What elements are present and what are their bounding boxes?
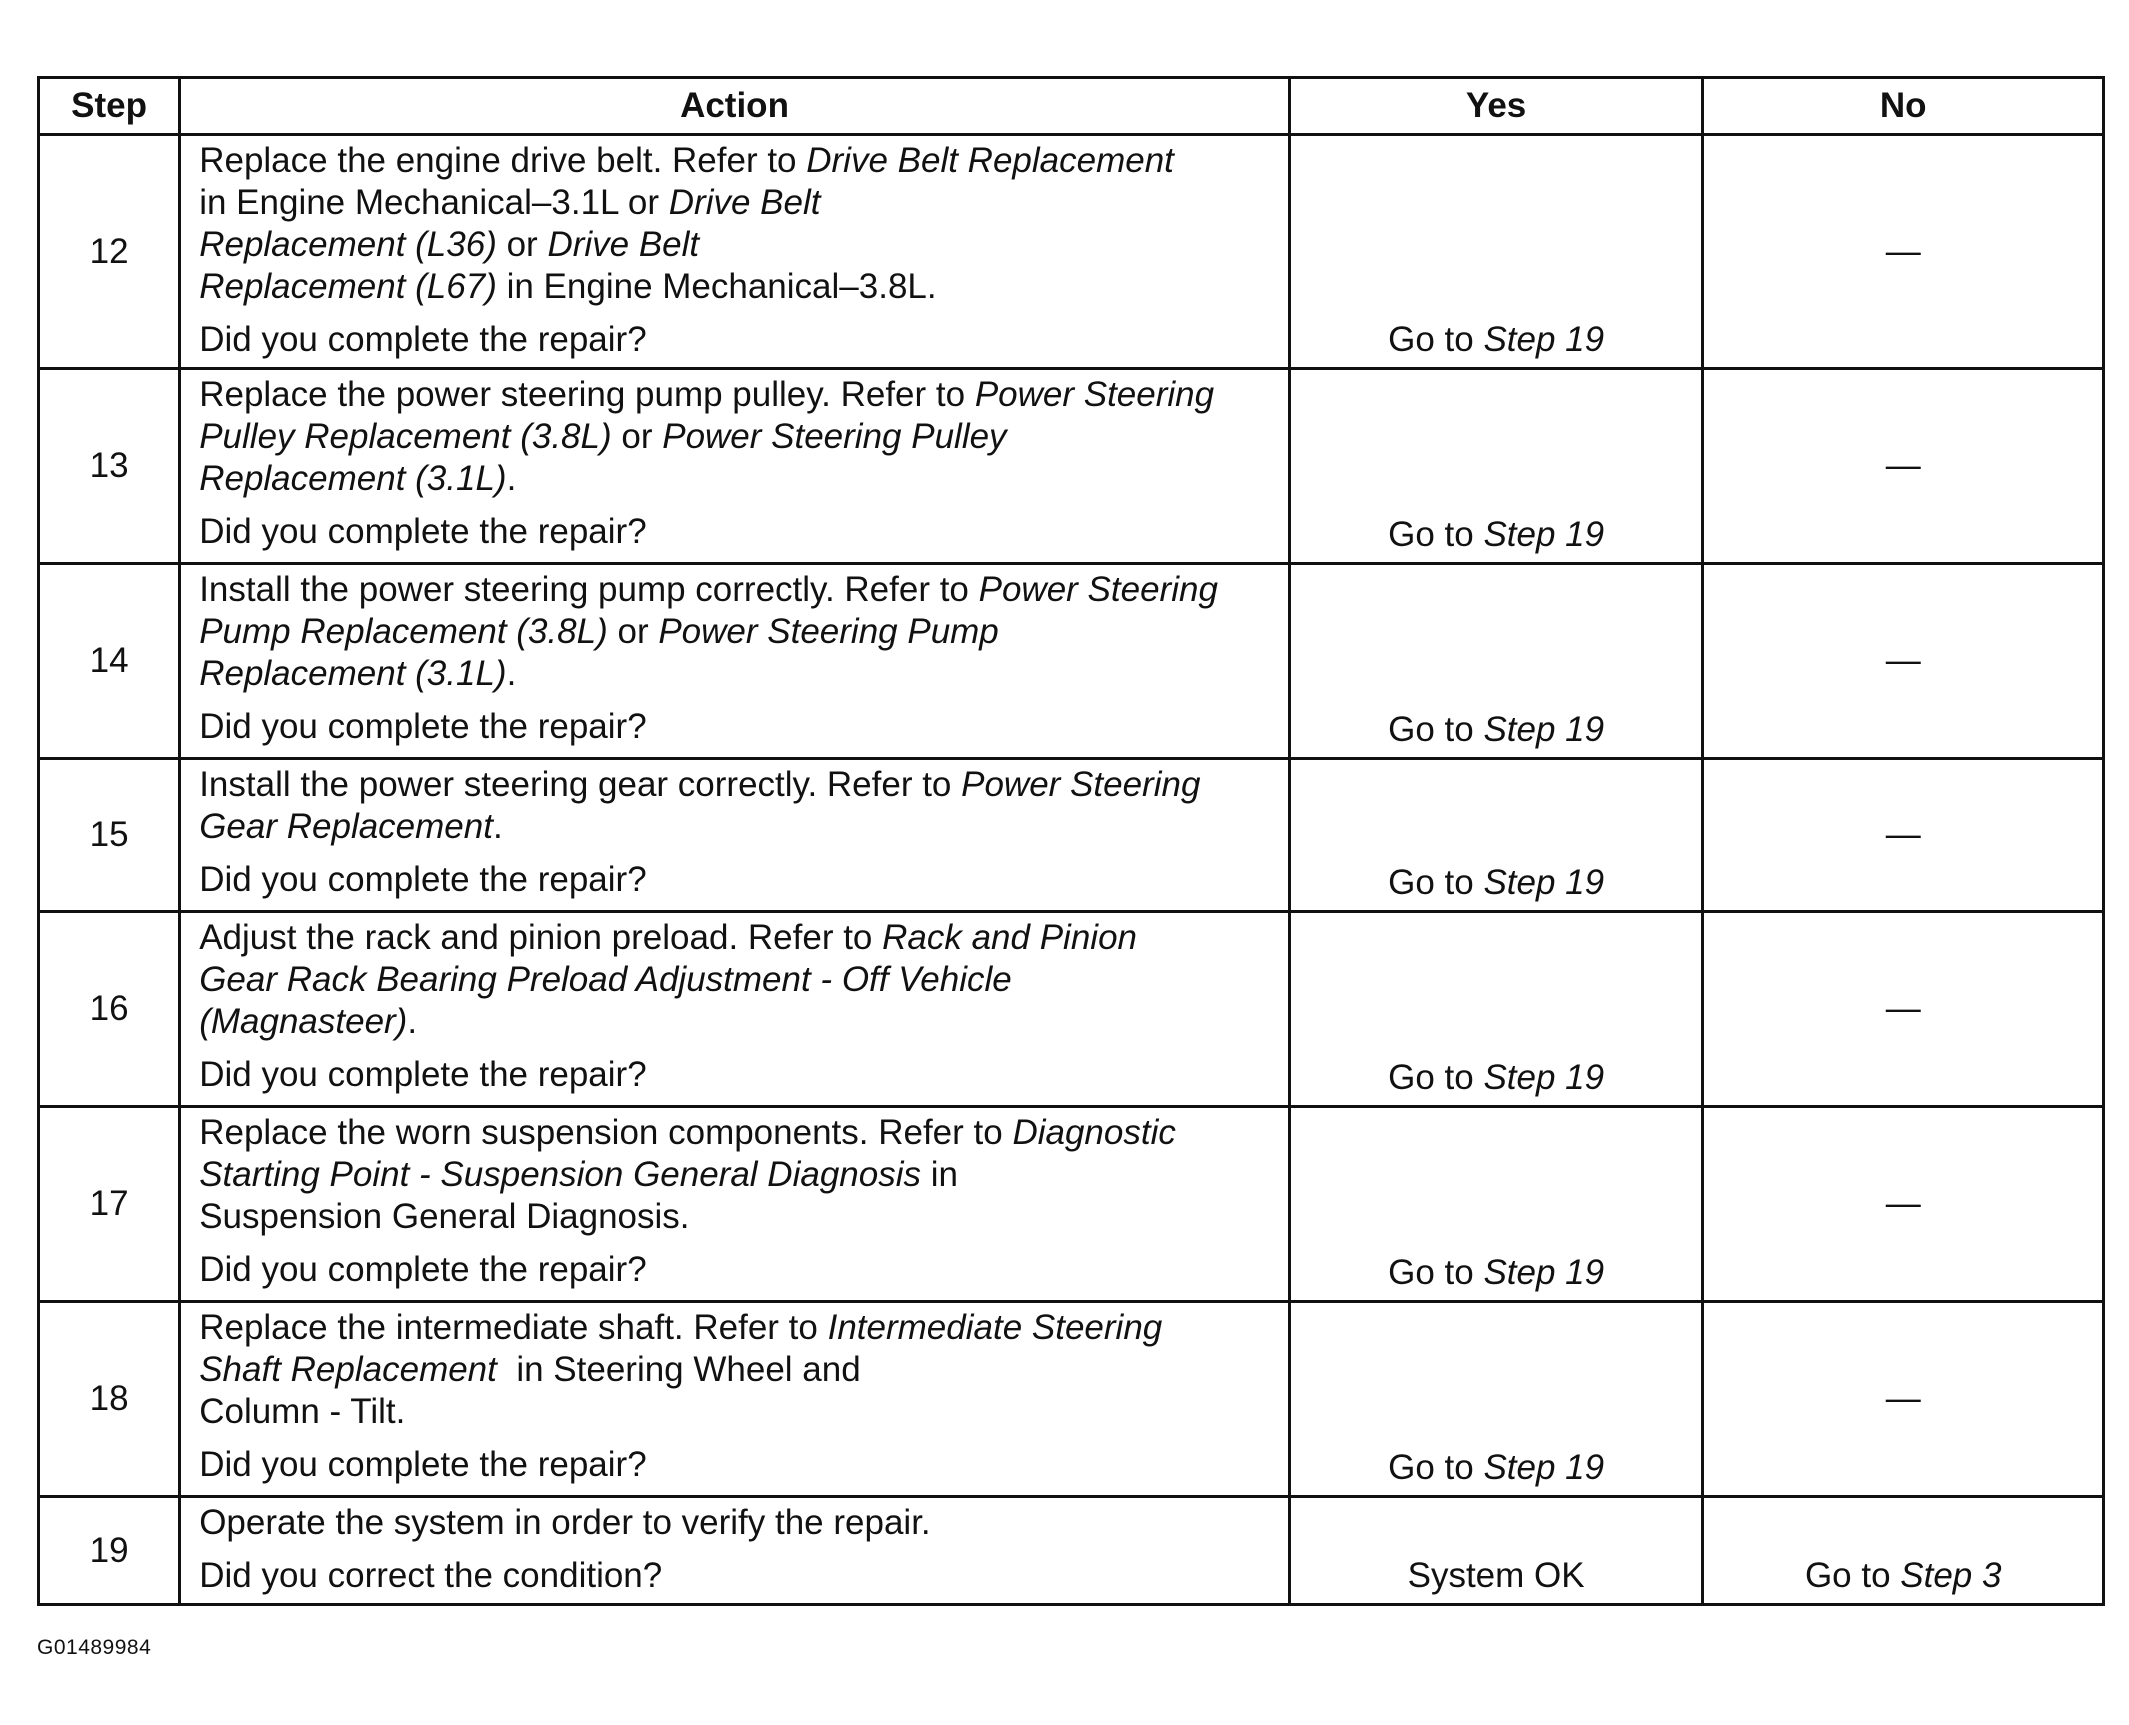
action-instruction bbox=[199, 917, 1278, 1043]
yes-cell bbox=[1289, 759, 1703, 912]
yes-step-link[interactable]: Step 19 bbox=[1483, 863, 1605, 902]
no-cell bbox=[1703, 759, 2104, 912]
action-cell bbox=[180, 1107, 1290, 1302]
no-dash: — bbox=[1885, 1379, 1921, 1418]
action-cell bbox=[180, 912, 1290, 1107]
yes-text: Go to bbox=[1388, 1253, 1484, 1292]
instruction-text: Install the power steering gear correctly. Refer to bbox=[199, 765, 962, 804]
action-question: Did you complete the repair? bbox=[199, 860, 647, 899]
step-number: 19 bbox=[39, 1497, 180, 1605]
yes-step-link[interactable]: Step 19 bbox=[1483, 515, 1605, 554]
figure-id: G01489984 bbox=[37, 1636, 152, 1659]
yes-text: Go to bbox=[1388, 1058, 1484, 1097]
no-cell bbox=[1703, 1302, 2104, 1497]
no-cell bbox=[1703, 912, 2104, 1107]
table-row bbox=[39, 369, 2104, 564]
reference-title: Drive Belt Replacement (L67) bbox=[199, 225, 700, 306]
no-dash: — bbox=[1885, 641, 1921, 680]
instruction-text: in Suspension General Diagnosis. bbox=[199, 1155, 958, 1236]
no-text: Go to bbox=[1804, 1556, 1901, 1595]
table-row bbox=[39, 1302, 2104, 1497]
yes-text: Go to bbox=[1388, 863, 1484, 902]
step-number: 17 bbox=[39, 1107, 180, 1302]
instruction-text: Operate the system in order to verify the repair. bbox=[199, 1503, 931, 1542]
step-number: 18 bbox=[39, 1302, 180, 1497]
action-question: Did you complete the repair? bbox=[199, 1250, 647, 1289]
reference-title: Power Steering Pump Replacement (3.8L) bbox=[199, 570, 1218, 651]
step-number: 13 bbox=[39, 369, 180, 564]
reference-title: Diagnostic Starting Point - Suspension General Diagnosis bbox=[199, 1113, 1176, 1194]
action-instruction bbox=[199, 140, 1278, 308]
instruction-text: in Engine Mechanical–3.8L. bbox=[496, 267, 937, 306]
no-dash: — bbox=[1885, 989, 1921, 1028]
yes-cell bbox=[1289, 369, 1703, 564]
no-step-link[interactable]: Step 3 bbox=[1900, 1556, 2002, 1595]
instruction-text: . bbox=[407, 1002, 418, 1041]
no-cell bbox=[1703, 1497, 2104, 1605]
instruction-text: or bbox=[607, 612, 659, 651]
instruction-text: in Steering Wheel and Column - Tilt. bbox=[199, 1350, 861, 1431]
header-no: No bbox=[1703, 78, 2104, 135]
no-dash: — bbox=[1885, 231, 1921, 271]
instruction-text: Replace the intermediate shaft. Refer to bbox=[199, 1308, 828, 1347]
no-cell bbox=[1703, 369, 2104, 564]
yes-step-link[interactable]: Step 19 bbox=[1483, 320, 1605, 359]
action-instruction bbox=[199, 569, 1278, 695]
instruction-text: or bbox=[611, 417, 663, 456]
no-cell bbox=[1703, 564, 2104, 759]
reference-title: Intermediate Steering Shaft Replacement bbox=[199, 1308, 1163, 1389]
yes-cell bbox=[1289, 135, 1703, 369]
step-number: 12 bbox=[39, 135, 180, 369]
yes-cell bbox=[1289, 912, 1703, 1107]
yes-text: Go to bbox=[1388, 515, 1484, 554]
reference-title: Drive Belt Replacement (L36) bbox=[199, 183, 821, 264]
action-question: Did you complete the repair? bbox=[199, 1445, 647, 1484]
reference-title: Power Steering Pulley Replacement (3.1L) bbox=[199, 417, 1007, 498]
table-row bbox=[39, 1107, 2104, 1302]
step-number: 16 bbox=[39, 912, 180, 1107]
instruction-text: Adjust the rack and pinion preload. Refer to bbox=[199, 918, 883, 957]
yes-cell bbox=[1289, 1107, 1703, 1302]
action-question: Did you correct the condition? bbox=[199, 1556, 663, 1595]
action-cell bbox=[180, 135, 1290, 369]
action-question: Did you complete the repair? bbox=[199, 512, 647, 551]
step-number: 14 bbox=[39, 564, 180, 759]
instruction-text: Replace the power steering pump pulley. Refer to bbox=[199, 375, 975, 414]
yes-cell bbox=[1289, 564, 1703, 759]
instruction-text: or bbox=[496, 225, 548, 264]
table-row bbox=[39, 135, 2104, 369]
action-instruction bbox=[199, 764, 1278, 848]
header-action: Action bbox=[180, 78, 1290, 135]
no-dash: — bbox=[1885, 446, 1921, 485]
yes-step-link[interactable]: Step 19 bbox=[1483, 1058, 1605, 1097]
yes-text: Go to bbox=[1388, 320, 1484, 359]
instruction-text: . bbox=[506, 654, 517, 693]
instruction-text: . bbox=[492, 807, 503, 846]
header-step: Step bbox=[39, 78, 180, 135]
action-cell bbox=[180, 1302, 1290, 1497]
reference-title: Power Steering Pulley Replacement (3.8L) bbox=[199, 375, 1215, 456]
action-question: Did you complete the repair? bbox=[199, 320, 647, 359]
table-body bbox=[39, 135, 2104, 1605]
instruction-text: Install the power steering pump correctly. Refer to bbox=[199, 570, 979, 609]
table-row bbox=[39, 564, 2104, 759]
header-row bbox=[39, 78, 2104, 135]
yes-step-link[interactable]: Step 19 bbox=[1483, 710, 1605, 749]
yes-step-link[interactable]: Step 19 bbox=[1483, 1253, 1605, 1292]
no-cell bbox=[1703, 1107, 2104, 1302]
instruction-text: Replace the worn suspension components. Refer to bbox=[199, 1113, 1013, 1152]
action-question: Did you complete the repair? bbox=[199, 1055, 647, 1094]
step-number: 15 bbox=[39, 759, 180, 912]
action-cell bbox=[180, 1497, 1290, 1605]
table-row bbox=[39, 759, 2104, 912]
table-row bbox=[39, 912, 2104, 1107]
yes-cell bbox=[1289, 1497, 1703, 1605]
yes-text: Go to bbox=[1388, 1448, 1484, 1487]
reference-title: Power Steering Pump Replacement (3.1L) bbox=[199, 612, 999, 693]
yes-text: Go to bbox=[1388, 710, 1484, 749]
diagnostic-table bbox=[37, 76, 2105, 1606]
yes-cell bbox=[1289, 1302, 1703, 1497]
action-cell bbox=[180, 759, 1290, 912]
action-cell bbox=[180, 369, 1290, 564]
reference-title: Drive Belt Replacement bbox=[806, 141, 1174, 180]
no-cell bbox=[1703, 135, 2104, 369]
no-dash: — bbox=[1885, 1184, 1921, 1223]
action-cell bbox=[180, 564, 1290, 759]
reference-title: Power Steering Gear Replacement bbox=[199, 765, 1201, 846]
yes-step-link[interactable]: Step 19 bbox=[1483, 1448, 1605, 1487]
action-instruction bbox=[199, 374, 1278, 500]
action-instruction bbox=[199, 1112, 1278, 1238]
action-instruction bbox=[199, 1307, 1278, 1433]
yes-text: System OK bbox=[1407, 1556, 1585, 1595]
action-instruction bbox=[199, 1502, 1278, 1544]
instruction-text: Replace the engine drive belt. Refer to bbox=[199, 141, 807, 180]
header-yes: Yes bbox=[1289, 78, 1703, 135]
instruction-text: . bbox=[506, 459, 517, 498]
no-dash: — bbox=[1885, 815, 1921, 854]
reference-title: Rack and Pinion Gear Rack Bearing Preload Adjustment - Off Vehicle (Magnasteer) bbox=[199, 918, 1138, 1041]
action-question: Did you complete the repair? bbox=[199, 707, 647, 746]
instruction-text: in Engine Mechanical–3.1L or bbox=[199, 183, 660, 222]
table-row bbox=[39, 1497, 2104, 1605]
